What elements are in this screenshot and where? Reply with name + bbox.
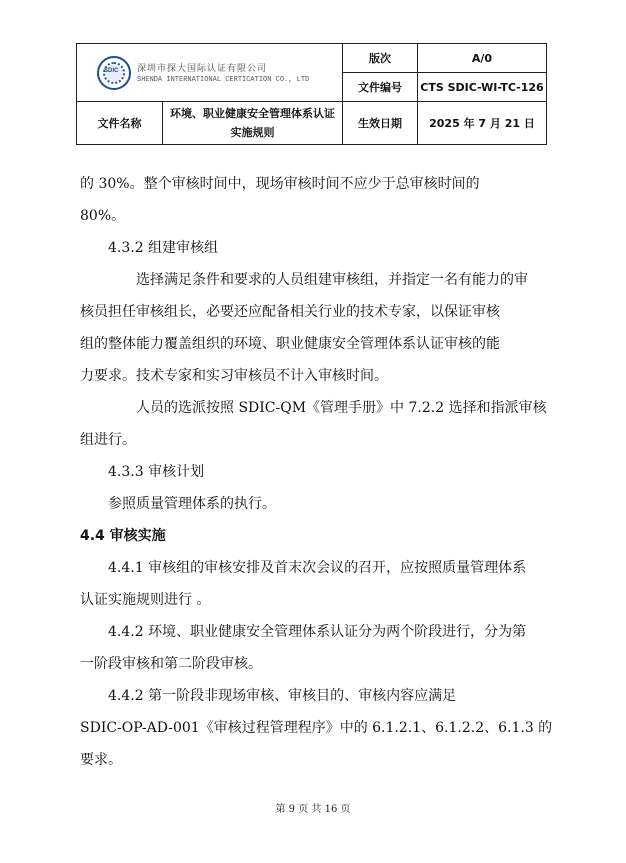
body-line: 人员的选派按照 SDIC-QM《管理手册》中 7.2.2 选择和指派审核	[136, 400, 547, 416]
body-line: 的 30%。整个审核时间中，现场审核时间不应少于总审核时间的	[80, 176, 480, 192]
company-logo-icon: SDIC	[97, 56, 131, 90]
body-line: 80%。	[80, 208, 126, 224]
doc-number-label: 文件编号	[343, 73, 418, 102]
section-heading-4-3-3: 4.3.3 审核计划	[108, 464, 205, 480]
body-line: 4.4.2 第一阶段非现场审核、审核目的、审核内容应满足	[108, 688, 457, 704]
effective-date-label: 生效日期	[343, 102, 418, 145]
body-line: 组的整体能力覆盖组织的环境、职业健康安全管理体系认证审核的能	[80, 336, 500, 352]
company-name-en: SHENDA INTERNATIONAL CERTICATION CO., LTD	[137, 76, 310, 84]
body-line: 力要求。技术专家和实习审核员不计入审核时间。	[80, 368, 388, 384]
version-value: A/0	[418, 44, 547, 73]
body-line: 核员担任审核组长，必要还应配备相关行业的技术专家，以保证审核	[80, 304, 500, 320]
body-line: 参照质量管理体系的执行。	[108, 496, 276, 512]
section-heading-4-3-2: 4.3.2 组建审核组	[108, 240, 219, 256]
doc-number-value: CTS SDIC-WI-TC-126	[418, 73, 547, 102]
body-line: 组进行。	[80, 432, 136, 448]
body-line: 选择满足条件和要求的人员组建审核组，并指定一名有能力的审	[136, 272, 528, 288]
page-number: 第 9 页 共 16 页	[275, 804, 351, 815]
body-line: 4.4.1 审核组的审核安排及首末次会议的召开，应按照质量管理体系	[108, 560, 527, 576]
file-name-label: 文件名称	[77, 102, 163, 144]
effective-date-value: 2025 年 7 月 21 日	[418, 102, 547, 145]
body-line: SDIC-OP-AD-001《审核过程管理程序》中的 6.1.2.1、6.1.2.2、6.1.3 的	[80, 720, 553, 736]
file-name-value: 环境、职业健康安全管理体系认证实施规则	[170, 107, 335, 139]
body-line: 一阶段审核和第二阶段审核。	[80, 656, 262, 672]
section-heading-4-4: 4.4 审核实施	[80, 528, 166, 544]
body-line: 要求。	[80, 752, 122, 768]
document-body	[80, 168, 553, 776]
body-line: 4.4.2 环境、职业健康安全管理体系认证分为两个阶段进行，分为第	[108, 624, 527, 640]
file-name-row	[77, 102, 343, 145]
company-name-cn: 深圳市探大国际认证有限公司	[137, 64, 268, 74]
document-header-table	[76, 43, 547, 145]
version-label: 版次	[343, 44, 418, 73]
company-logo-cell	[77, 44, 343, 102]
body-line: 认证实施规则进行 。	[80, 592, 211, 608]
